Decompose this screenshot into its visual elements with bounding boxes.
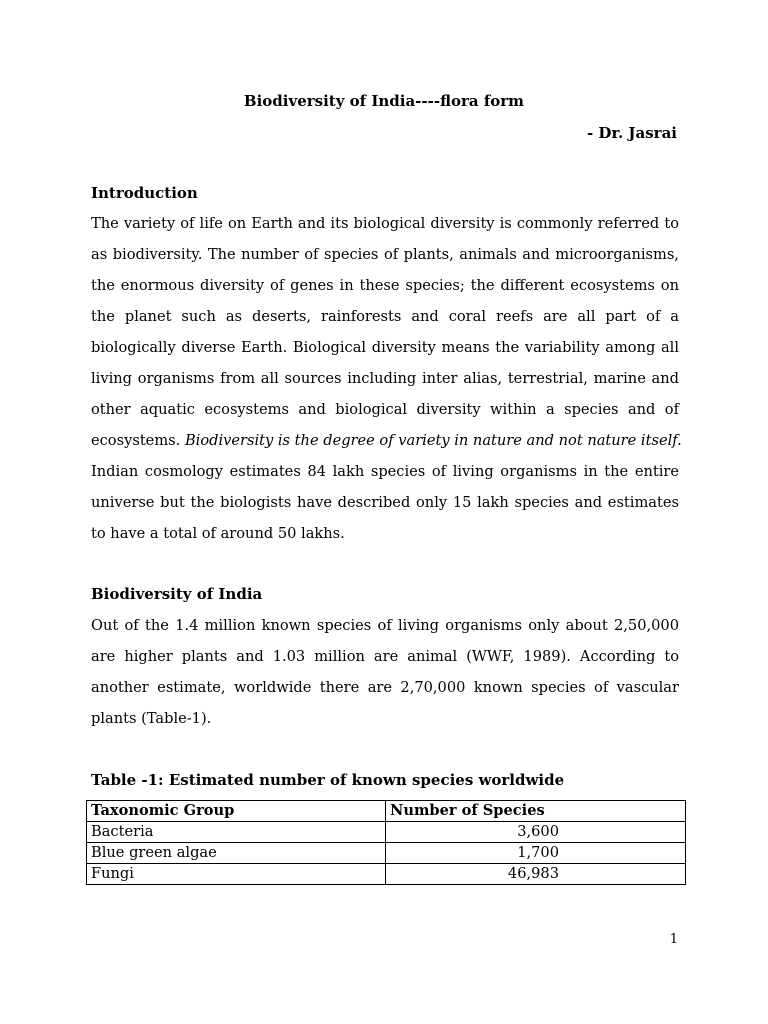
paragraph-line xyxy=(91,425,682,456)
table-row xyxy=(87,843,686,864)
taxonomic-group-cell: Fungi xyxy=(87,864,386,885)
column-header: Taxonomic Group xyxy=(87,801,386,822)
paragraph-line: universe but the biologists have described only 15 lakh species and estimates xyxy=(91,494,679,511)
table-caption: Table -1: Estimated number of known species worldwide xyxy=(91,771,565,789)
paragraph-line: The variety of life on Earth and its biological diversity is commonly referred to xyxy=(91,215,679,232)
taxonomic-group-cell: Bacteria xyxy=(87,822,386,843)
paragraph-line: plants (Table-1). xyxy=(91,710,212,727)
paragraph-line: other aquatic ecosystems and biological diversity within a species and of xyxy=(91,401,679,418)
column-header: Number of Species xyxy=(386,801,686,822)
table-row xyxy=(87,822,686,843)
page-number: 1 xyxy=(669,932,678,947)
author-line: - Dr. Jasrai xyxy=(586,124,677,142)
species-count-cell: 1,700 xyxy=(386,843,686,864)
document-title: Biodiversity of India----flora form xyxy=(243,92,525,110)
taxonomic-group-cell: Blue green algae xyxy=(87,843,386,864)
table-header-row xyxy=(87,801,686,822)
species-table xyxy=(86,800,686,885)
paragraph-line: living organisms from all sources including inter alias, terrestrial, marine and xyxy=(91,370,679,387)
paragraph-line: as biodiversity. The number of species of plants, animals and microorganisms, xyxy=(91,246,679,263)
species-count-cell: 46,983 xyxy=(386,864,686,885)
introduction-paragraph xyxy=(91,208,682,549)
paragraph-line: biologically diverse Earth. Biological diversity means the variability among all xyxy=(91,339,679,356)
paragraph-line: to have a total of around 50 lakhs. xyxy=(91,525,345,542)
italic-quote: Biodiversity is the degree of variety in nature and not nature itself. xyxy=(184,432,682,449)
introduction-heading: Introduction xyxy=(91,184,198,202)
biodiversity-india-paragraph xyxy=(91,610,679,734)
paragraph-line: another estimate, worldwide there are 2,70,000 known species of vascular xyxy=(91,679,679,696)
paragraph-line: Out of the 1.4 million known species of living organisms only about 2,50,000 xyxy=(91,617,679,634)
biodiversity-india-heading: Biodiversity of India xyxy=(91,585,263,603)
paragraph-line: the enormous diversity of genes in these species; the different ecosystems on xyxy=(91,277,679,294)
table-row xyxy=(87,864,686,885)
paragraph-line: are higher plants and 1.03 million are animal (WWF, 1989). According to xyxy=(91,648,679,665)
paragraph-line: Indian cosmology estimates 84 lakh species of living organisms in the entire xyxy=(91,463,679,480)
plain-text: ecosystems. xyxy=(91,432,185,449)
species-count-cell: 3,600 xyxy=(386,822,686,843)
paragraph-line: the planet such as deserts, rainforests and coral reefs are all part of a xyxy=(91,308,679,325)
